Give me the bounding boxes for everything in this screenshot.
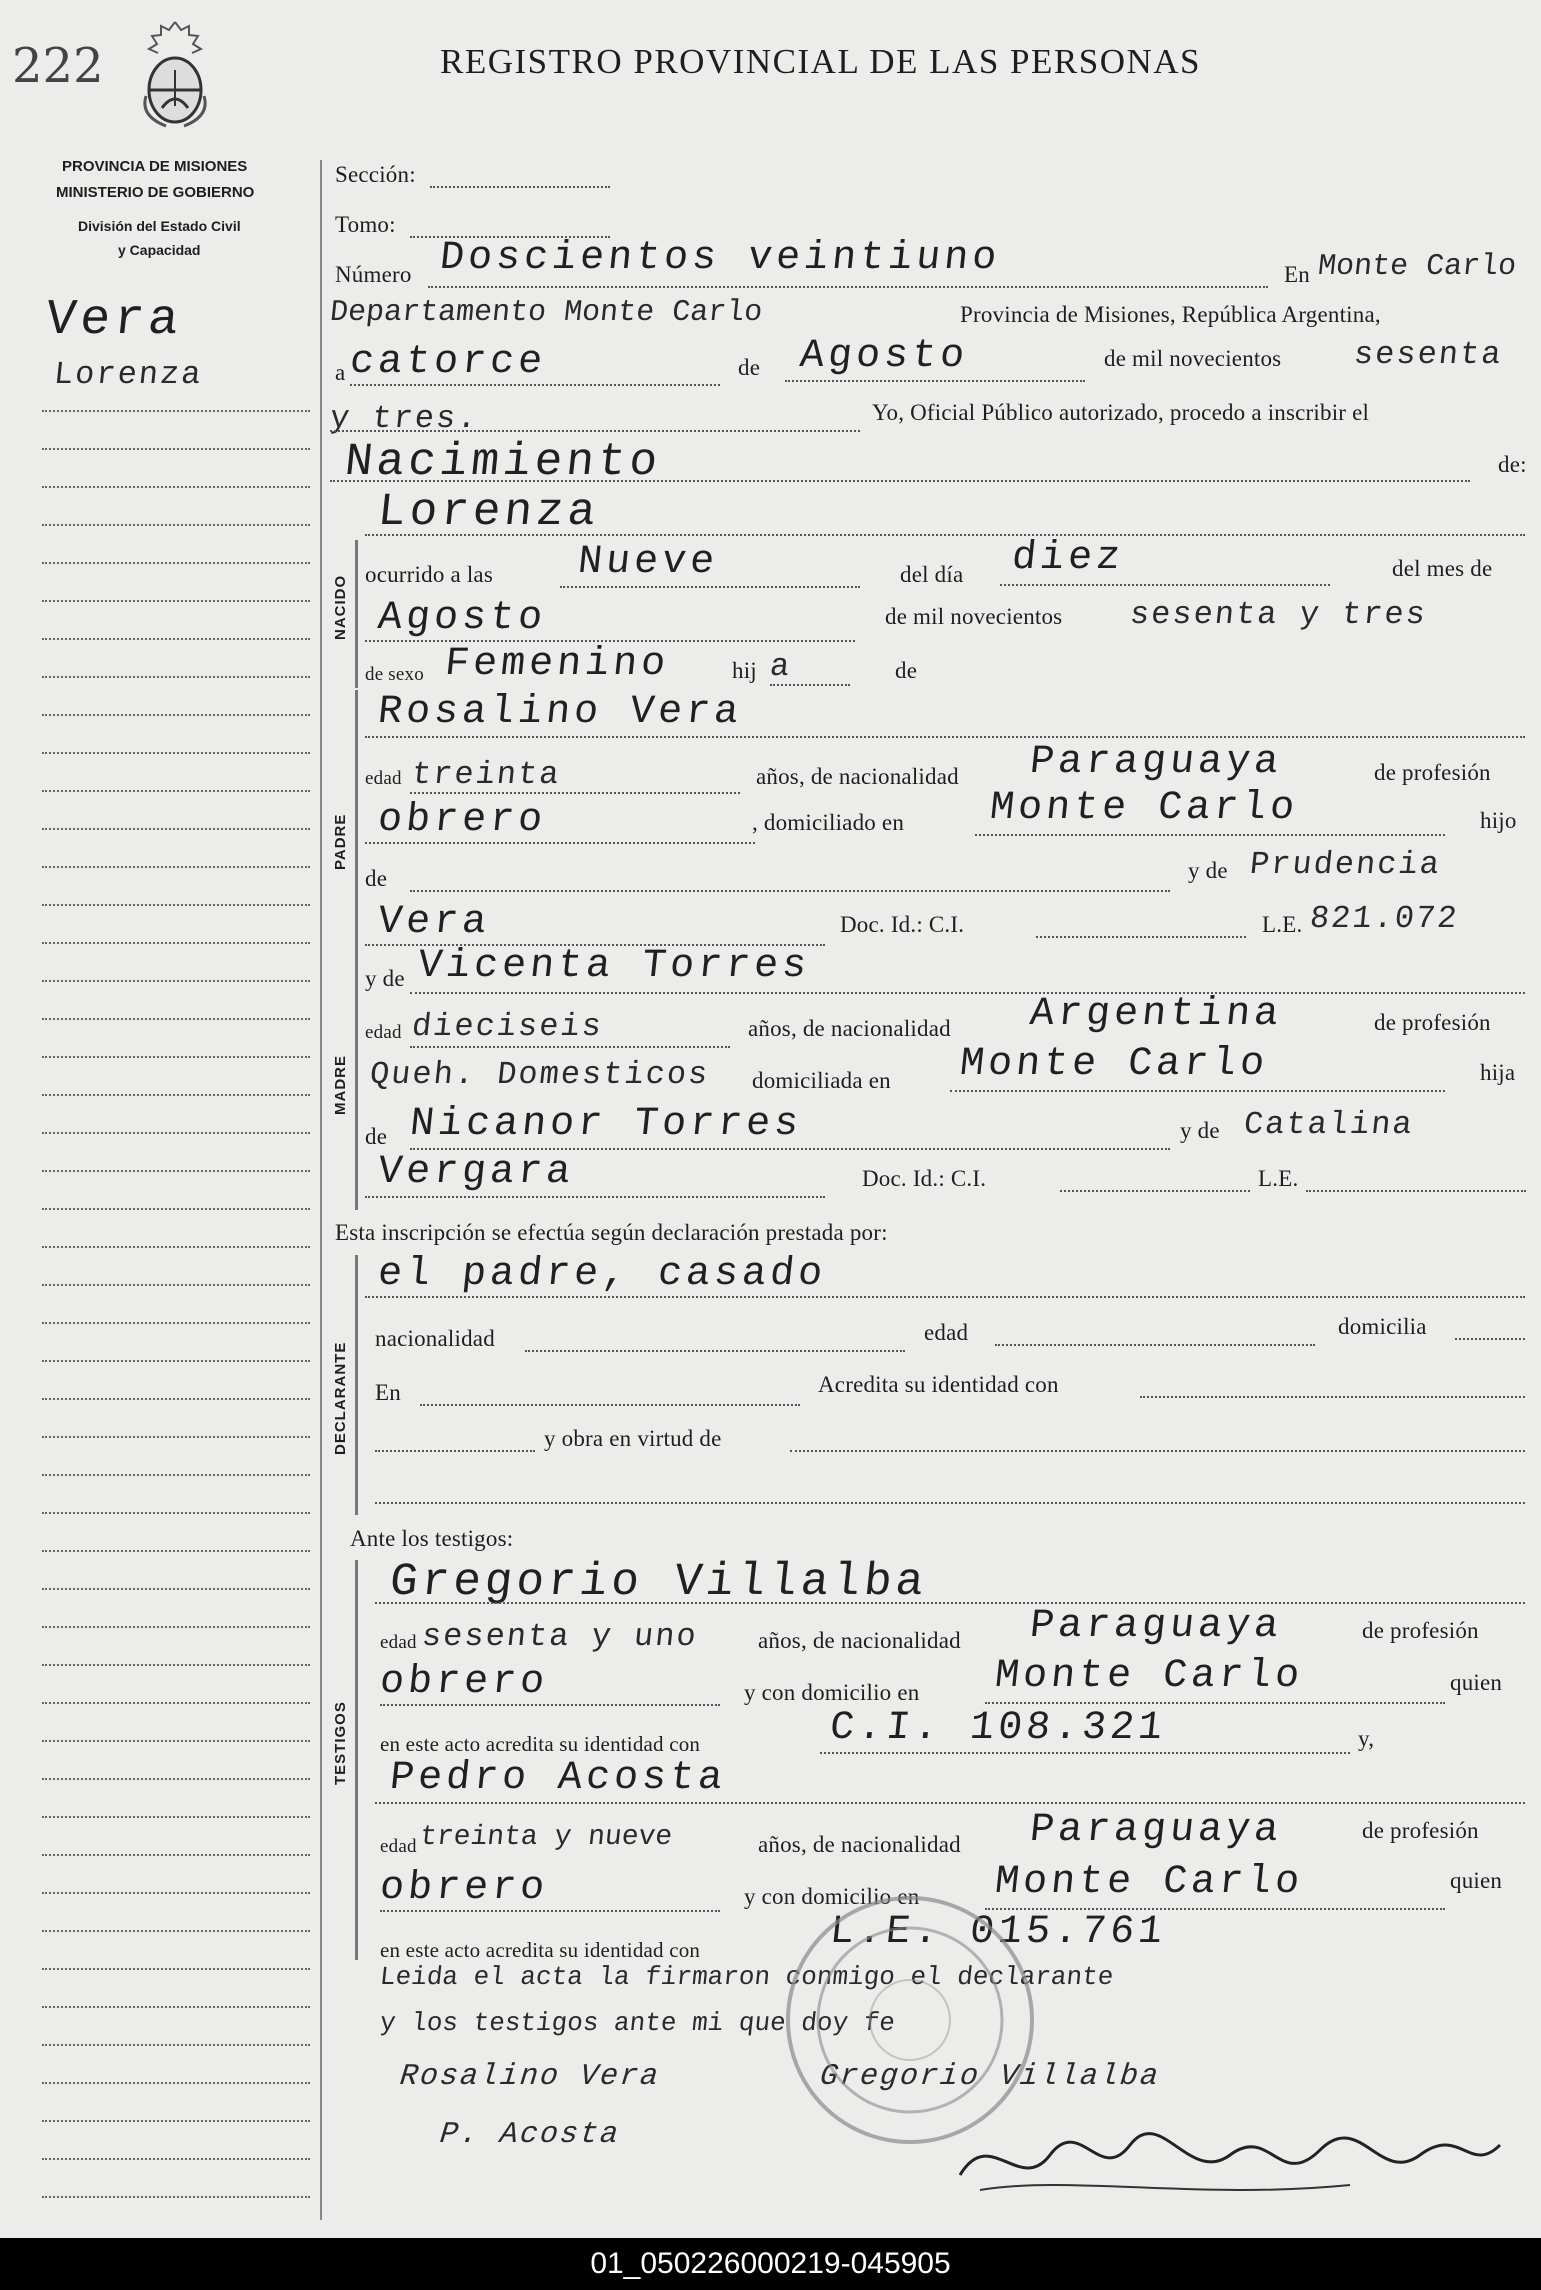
label-profesion-t1: de profesión [1362, 1618, 1479, 1643]
label-obra: y obra en virtud de [544, 1426, 722, 1451]
line-acredita [1140, 1396, 1525, 1398]
label-inscripcion: Esta inscripción se efectúa según declaración prestada por: [335, 1220, 888, 1245]
label-acredita: Acredita su identidad con [818, 1372, 1059, 1397]
label-en-este-acto-t2: en este acto acredita su identidad con [380, 1938, 701, 1962]
line-abuelo-paterno [410, 890, 1170, 892]
label-domicilia: domicilia [1338, 1314, 1427, 1339]
entry-madre-edad: dieciseis [410, 1008, 605, 1045]
line-padre-profesion [365, 842, 755, 844]
label-doc-id-padre: Doc. Id.: C.I. [840, 912, 965, 937]
label-de-abuelo: de [365, 866, 388, 891]
line-declarante-extra [375, 1502, 1525, 1504]
line-madre-edad [410, 1046, 730, 1048]
line-en-decl [420, 1404, 800, 1406]
section-label-declarante: DECLARANTE [332, 1341, 349, 1455]
line-numero [428, 286, 1268, 288]
entry-padre-edad: treinta [410, 756, 563, 793]
signature-testigo2: P. Acosta [438, 2118, 622, 2152]
label-de-abuelo-materno: de [365, 1124, 388, 1149]
label-quien-t2: quien [1450, 1868, 1503, 1893]
entry-testigo1-edad: sesenta y uno [420, 1618, 700, 1655]
label-anos-nac-t1: años, de nacionalidad [758, 1628, 961, 1653]
label-domiciliada: domiciliada en [752, 1068, 891, 1093]
label-edad-t1: edad [380, 1632, 417, 1653]
line-padre-edad [410, 792, 740, 794]
line-dia-nac [1000, 584, 1330, 586]
margin-surname: Vera [43, 292, 186, 349]
entry-anio: sesenta [1352, 336, 1505, 373]
entry-abuela-materna: Catalina [1242, 1106, 1416, 1143]
label-de-mil: de mil novecientos [1104, 346, 1282, 371]
label-de-colon: de: [1498, 452, 1527, 477]
entry-departamento: Departamento Monte Carlo [328, 296, 764, 330]
entry-lugar: Monte Carlo [1316, 250, 1518, 284]
entry-abuelo-materno: Nicanor Torres [407, 1102, 805, 1147]
line-hija [770, 684, 850, 686]
entry-leida2: y los testigos ante mi que doy fe [378, 2008, 897, 2038]
line-anio-cont [330, 430, 860, 432]
entry-testigo1: Gregorio Villalba [387, 1556, 931, 1608]
label-hijo: hijo [1480, 808, 1517, 833]
line-madre-ci [1060, 1190, 1250, 1192]
entry-padre-nombre: Rosalino Vera [375, 690, 745, 735]
label-y-de-madre: y de [365, 966, 405, 991]
entry-mes-nac: Agosto [375, 596, 549, 641]
line-madre-domicilio [950, 1090, 1445, 1092]
line-nombre [365, 534, 1525, 536]
label-de-sexo: de sexo [365, 664, 424, 685]
entry-anio-cont: y tres. [328, 400, 481, 437]
line-abuela-materna-apellido [365, 1196, 825, 1198]
label-oficial: Yo, Oficial Público autorizado, procedo a inscribir el [872, 400, 1370, 425]
signature-padre: Rosalino Vera [398, 2060, 662, 2094]
entry-testigo2: Pedro Acosta [387, 1756, 729, 1801]
line-testigo2-prof [380, 1910, 720, 1912]
entry-sexo: Femenino [442, 642, 672, 687]
entry-padre-le: 821.072 [1308, 900, 1461, 937]
line-hora [560, 586, 860, 588]
label-hij: hij [732, 658, 757, 683]
line-testigo1-prof [380, 1704, 720, 1706]
entry-declarante: el padre, casado [375, 1252, 829, 1297]
line-obra [790, 1450, 1525, 1452]
margin-divider [320, 160, 322, 2220]
label-domicilio-t2: y con domicilio en [744, 1884, 920, 1909]
entry-testigo2-doc: L.E. 015.761 [827, 1910, 1169, 1955]
line-declarante [365, 1296, 1525, 1298]
entry-testigo2-edad: treinta y nueve [418, 1822, 674, 1853]
label-edad-t2: edad [380, 1836, 417, 1857]
issuer-line2: MINISTERIO DE GOBIERNO [56, 184, 255, 201]
page-number: 222 [12, 38, 104, 94]
official-stamp [780, 1890, 1040, 2155]
document-title: REGISTRO PROVINCIAL DE LAS PERSONAS [440, 42, 1201, 81]
entry-abuela-paterna: Prudencia [1248, 846, 1443, 883]
bracket-testigos [355, 1560, 358, 1960]
entry-testigo2-dom: Monte Carlo [992, 1860, 1306, 1905]
label-testigos: Ante los testigos: [350, 1526, 514, 1551]
line-padre-domicilio [975, 834, 1445, 836]
label-anos-nac-t2: años, de nacionalidad [758, 1832, 961, 1857]
entry-testigo2-prof: obrero [377, 1866, 551, 1911]
entry-abuela-materna-apellido: Vergara [375, 1150, 577, 1195]
entry-dia: catorce [347, 340, 549, 385]
issuer-line4: y Capacidad [118, 242, 201, 258]
image-id-footer: 01_050226000219-045905 [0, 2238, 1541, 2290]
label-profesion-madre: de profesión [1374, 1010, 1491, 1035]
label-de-mes: de [738, 355, 761, 380]
line-edad-decl [995, 1344, 1315, 1346]
entry-leida1: Leida el acta la firmaron conmigo el declarante [378, 1962, 1115, 1992]
label-anos-nac-padre: años, de nacionalidad [756, 764, 959, 789]
label-le-madre: L.E. [1258, 1166, 1299, 1191]
label-y-de-abuela-materna: y de [1180, 1118, 1220, 1143]
line-acto [330, 480, 1470, 482]
line-domicilia [1455, 1338, 1525, 1340]
label-domiciliado: , domiciliado en [752, 810, 905, 835]
entry-padre-domicilio: Monte Carlo [987, 786, 1301, 831]
label-en: En [1284, 262, 1310, 287]
bracket-padre [355, 690, 358, 960]
label-profesion-padre: de profesión [1374, 760, 1491, 785]
line-testigo1 [375, 1602, 1525, 1604]
issuer-line3: División del Estado Civil [78, 218, 241, 234]
label-profesion-t2: de profesión [1362, 1818, 1479, 1843]
entry-padre-nacionalidad: Paraguaya [1027, 740, 1285, 785]
label-y-comma: y, [1358, 1726, 1375, 1751]
label-edad-padre: edad [365, 768, 402, 789]
entry-dia-nac: diez [1009, 536, 1127, 581]
entry-madre-nombre: Vicenta Torres [415, 944, 813, 989]
label-edad-madre: edad [365, 1022, 402, 1043]
line-mes [785, 380, 1085, 382]
line-dia [350, 384, 720, 386]
entry-testigo1-doc: C.I. 108.321 [827, 1706, 1169, 1751]
entry-numero: Doscientos veintiuno [437, 236, 1003, 281]
line-padre-ci [1036, 936, 1246, 938]
label-de-mil-nac: de mil novecientos [885, 604, 1063, 629]
label-doc-id-madre: Doc. Id.: C.I. [862, 1166, 987, 1191]
entry-testigo1-prof: obrero [377, 1660, 551, 1705]
line-madre-nombre [410, 992, 1525, 994]
entry-nombre: Lorenza [375, 486, 602, 538]
line-testigo1-dom [985, 1702, 1445, 1704]
label-y-de-abuela: y de [1188, 858, 1228, 883]
bracket-nacido [355, 540, 358, 688]
entry-hora: Nueve [575, 540, 721, 585]
line-testigo1-doc [820, 1752, 1350, 1754]
label-tomo: Tomo: [335, 212, 396, 237]
line-nacionalidad-decl [525, 1350, 905, 1352]
line-seccion [430, 186, 610, 188]
label-a: a [335, 360, 346, 385]
entry-testigo2-nac: Paraguaya [1027, 1808, 1285, 1853]
label-ocurrido: ocurrido a las [365, 562, 493, 587]
entry-madre-nacionalidad: Argentina [1027, 992, 1285, 1037]
entry-madre-domicilio: Monte Carlo [957, 1042, 1271, 1087]
label-quien-t1: quien [1450, 1670, 1503, 1695]
label-nacionalidad-decl: nacionalidad [375, 1326, 495, 1351]
coat-of-arms-seal [132, 18, 218, 133]
label-provincia: Provincia de Misiones, República Argentina, [960, 302, 1381, 327]
section-label-testigos: TESTIGOS [332, 1701, 349, 1785]
margin-given-name: Lorenza [52, 356, 205, 393]
label-numero: Número [335, 262, 412, 287]
line-obra-pre [375, 1450, 535, 1452]
entry-testigo1-dom: Monte Carlo [992, 1654, 1306, 1699]
label-hija: hija [1480, 1060, 1516, 1085]
entry-madre-profesion: Queh. Domesticos [368, 1056, 712, 1093]
section-label-nacido: NACIDO [332, 574, 349, 640]
label-del-mes: del mes de [1392, 556, 1493, 581]
label-del-dia: del día [900, 562, 964, 587]
entry-anio-nac: sesenta y tres [1128, 596, 1429, 633]
entry-abuela-paterna-apellido: Vera [375, 900, 493, 945]
signature-testigo1: Gregorio Villalba [818, 2060, 1162, 2094]
entry-testigo1-nac: Paraguaya [1027, 1604, 1285, 1649]
label-domicilio-t1: y con domicilio en [744, 1680, 920, 1705]
entry-padre-profesion: obrero [375, 798, 549, 843]
label-le-padre: L.E. [1262, 912, 1303, 937]
bracket-declarante [355, 1255, 358, 1515]
label-edad-decl: edad [924, 1320, 969, 1345]
section-label-padre: PADRE [332, 813, 349, 870]
line-testigo2 [375, 1802, 1525, 1804]
section-label-madre: MADRE [332, 1055, 349, 1115]
issuer-line1: PROVINCIA DE MISIONES [62, 158, 248, 175]
line-padre-nombre [365, 736, 1525, 738]
label-anos-nac-madre: años, de nacionalidad [748, 1016, 951, 1041]
entry-acto: Nacimiento [342, 436, 664, 488]
label-en-decl: En [375, 1380, 401, 1405]
label-de-sexo-de: de [895, 658, 918, 683]
line-madre-le [1306, 1190, 1526, 1192]
label-seccion: Sección: [335, 162, 416, 187]
entry-mes: Agosto [797, 334, 971, 379]
bracket-madre [355, 960, 358, 1210]
entry-hija: a [768, 648, 794, 685]
label-en-este-acto-t1: en este acto acredita su identidad con [380, 1732, 701, 1756]
